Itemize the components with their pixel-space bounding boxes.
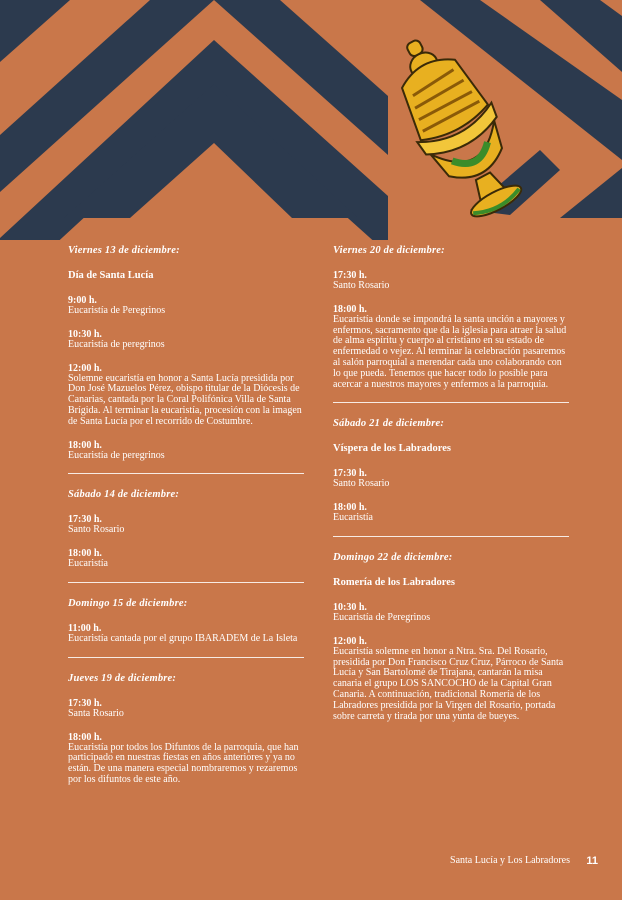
- section-divider: [68, 582, 304, 583]
- schedule-entry: [68, 329, 304, 351]
- entry-time: 12:00 h.: [333, 635, 367, 647]
- day-block: [333, 551, 569, 722]
- day-title: Viernes 20 de diciembre:: [333, 245, 445, 256]
- day-title: Sábado 14 de diciembre:: [68, 489, 180, 501]
- schedule-entry: [68, 514, 304, 536]
- entry-description: Eucaristía cantada por el grupo IBARADEM de La Isleta: [68, 632, 298, 644]
- day-subtitle: Víspera de los Labradores: [333, 443, 451, 455]
- day-title: Jueves 19 de diciembre:: [68, 672, 177, 684]
- entry-description: Eucaristía solemne en honor a Ntra. Sra. Del Rosario, presidida por Don Francisco Cruz Cruz, Párroco de Santa Lucía y San Bartolomé de Tirajana, cantarán la misa canaria el grupo LOS SANCOCHO de la Capital Gran Canaria. A continuación, tradicional Romería de los Labradores presidida por la Virgen del Rosario, portada sobre carreta y tirada por una yunta de bueyes.: [333, 645, 564, 722]
- entry-time: 10:30 h.: [68, 328, 102, 340]
- section-divider: [333, 536, 569, 537]
- schedule-entry: [333, 270, 569, 292]
- entry-description: Solemne eucaristía en honor a Santa Lucía presidida por Don José Mazuelos Pérez, obispo titular de la Diócesis de Canarias, cantada por la Coral Polifónica Villa de Santa Brígida. Al terminar la eucaristía, procesión con la imagen de Santa Lucía por el recorrido de Costumbre.: [68, 372, 302, 427]
- entry-description: Santo Rosario: [333, 280, 390, 291]
- schedule-entry: [333, 602, 569, 624]
- entry-description: Santo Rosario: [333, 478, 390, 490]
- entry-time: 18:00 h.: [333, 303, 367, 315]
- entry-description: Eucaristía de Peregrinos: [333, 611, 431, 623]
- entry-time: 17:30 h.: [333, 468, 367, 480]
- entry-time: 17:30 h.: [333, 270, 367, 281]
- day-title: Domingo 15 de diciembre:: [68, 597, 188, 609]
- day-subtitle: Romería de los Labradores: [333, 576, 456, 588]
- day-block: [68, 488, 304, 570]
- entry-description: Santa Rosario: [68, 707, 124, 719]
- section-divider: [68, 473, 304, 474]
- schedule-entry: [68, 698, 304, 720]
- entry-time: 18:00 h.: [333, 502, 367, 514]
- section-divider: [333, 402, 569, 403]
- schedule-entry: [68, 623, 304, 645]
- entry-description: Eucaristía por todos los Difuntos de la parroquia, que han participado en nuestras fiestas en años anteriores y ya no están. De una manera especial nombraremos y rezaremos por los difuntos de este año.: [68, 741, 299, 785]
- entry-time: 12:00 h.: [68, 362, 102, 374]
- entry-time: 10:30 h.: [333, 601, 367, 613]
- day-block: [68, 597, 304, 645]
- day-block: [68, 244, 304, 461]
- schedule-entry: [68, 295, 304, 317]
- page-number: 11: [586, 855, 598, 867]
- entry-description: Eucaristía de peregrinos: [68, 449, 165, 461]
- day-block: [333, 244, 569, 390]
- day-title: Sábado 21 de diciembre:: [333, 418, 445, 430]
- schedule-entry: [68, 440, 304, 462]
- schedule-entry: [333, 502, 569, 524]
- section-divider: [68, 657, 304, 658]
- chevron-banner: [0, 0, 622, 240]
- schedule-entry: [333, 468, 569, 490]
- entry-description: Eucaristía: [68, 558, 108, 570]
- entry-description: Eucaristía: [333, 512, 373, 524]
- entry-time: 18:00 h.: [68, 439, 102, 451]
- day-block: [333, 417, 569, 524]
- day-title: Domingo 22 de diciembre:: [333, 551, 453, 563]
- schedule-entry: [333, 636, 569, 723]
- schedule-entry: [68, 363, 304, 428]
- entry-description: Eucaristía donde se impondrá la santa unción a mayores y enfermos, sacramento que da la iglesia para atraer la salud de alma espíritu y cuerpo al cristiano en su estado de enfermedad o vejez. Al terminar la celebración pasaremos al salón parroquial a merendar cada uno colaborando con lo que pueda. Tenemos que hacer todo lo posible para acercar a nuestros mayores y enfermos a la parroquia.: [333, 313, 567, 390]
- entry-time: 17:30 h.: [68, 697, 102, 709]
- right-column: [333, 244, 569, 734]
- schedule-entry: [68, 732, 304, 786]
- entry-description: Eucaristía de peregrinos: [68, 338, 165, 350]
- day-block: [68, 672, 304, 786]
- day-title: Viernes 13 de diciembre:: [68, 245, 180, 256]
- schedule-entry: [333, 304, 569, 391]
- schedule-entry: [68, 548, 304, 570]
- entry-description: Eucaristía de Peregrinos: [68, 305, 166, 316]
- day-subtitle: Día de Santa Lucía: [68, 270, 154, 281]
- footer-publication: Santa Lucía y Los Labradores: [450, 855, 570, 866]
- entry-time: 18:00 h.: [68, 548, 102, 560]
- entry-description: Santo Rosario: [68, 524, 125, 536]
- entry-time: 9:00 h.: [68, 295, 97, 306]
- entry-time: 17:30 h.: [68, 514, 102, 526]
- entry-time: 11:00 h.: [68, 622, 102, 634]
- entry-time: 18:00 h.: [68, 731, 102, 743]
- left-column: [68, 244, 304, 798]
